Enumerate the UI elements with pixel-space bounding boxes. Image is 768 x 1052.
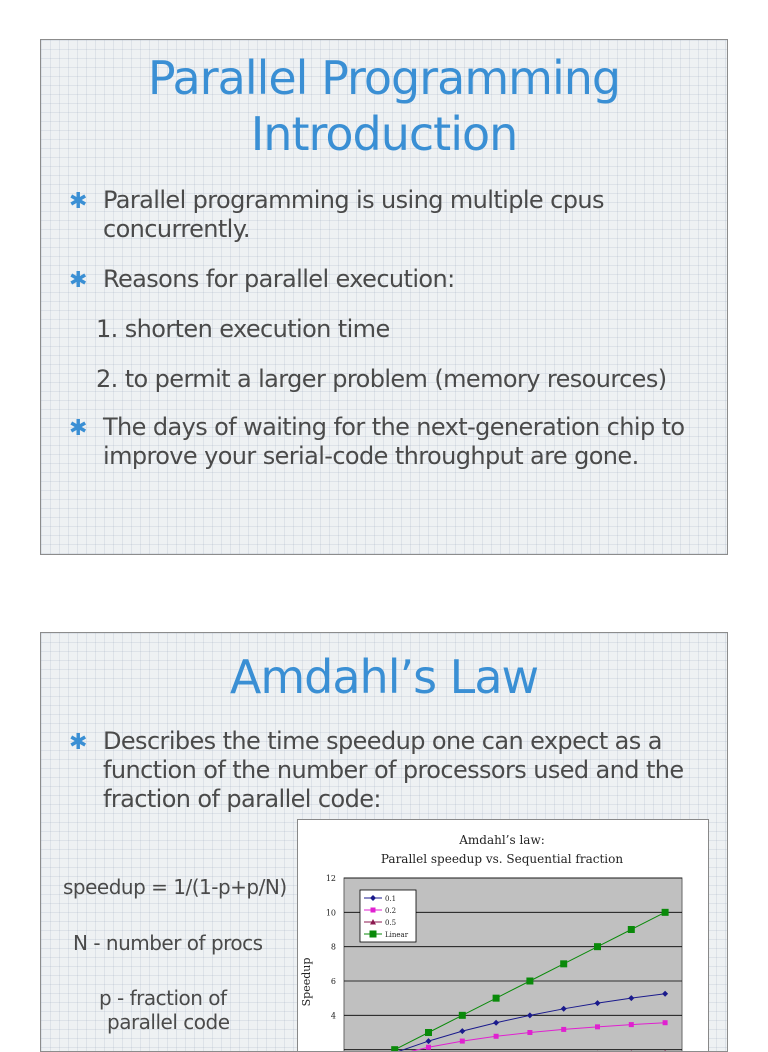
tick-layer [326, 874, 336, 1020]
bullet-item [41, 265, 727, 294]
data-point [629, 1022, 634, 1027]
data-point [371, 908, 376, 913]
data-point [560, 960, 567, 967]
sub-item: 2. to permit a larger problem (memory resources) [41, 365, 727, 394]
bullet-list [41, 186, 727, 471]
data-point [425, 1029, 432, 1036]
data-point [460, 1039, 465, 1044]
data-point [370, 931, 377, 938]
data-point [662, 909, 669, 916]
bullet-text: Parallel programming is using multiple cpus concurrently. [103, 186, 604, 243]
slide-amdahl [40, 632, 728, 1052]
data-point [628, 926, 635, 933]
y-tick-label: 10 [326, 908, 336, 917]
asterisk-bullet-icon: ✱ [69, 266, 87, 295]
bullet-text: The days of waiting for the next-generation chip to improve your serial-code throughput are gone. [103, 413, 685, 470]
data-point [594, 943, 601, 950]
slide-title: Amdahl’s Law [41, 649, 727, 705]
legend-label: 0.2 [385, 907, 396, 915]
data-point [391, 1046, 398, 1052]
p-definition-line-1: p - fraction of [99, 986, 227, 1010]
formula-text: speedup = 1/(1-p+p/N) [63, 875, 287, 899]
title-line-1: Parallel Programming [41, 50, 727, 106]
slide-title [41, 50, 727, 162]
y-tick-label: 12 [326, 874, 336, 883]
bullet-item [41, 186, 727, 244]
data-point [663, 1020, 668, 1025]
amdahl-chart [297, 819, 709, 1052]
data-point [459, 1012, 466, 1019]
sub-item: 1. shorten execution time [41, 315, 727, 344]
slide-intro [40, 39, 728, 555]
chart-svg [298, 820, 708, 1052]
legend [360, 890, 416, 942]
y-axis-label: Speedup [300, 958, 313, 1007]
y-tick-label: 6 [331, 977, 336, 986]
asterisk-bullet-icon: ✱ [69, 728, 87, 757]
data-point [493, 995, 500, 1002]
data-point [426, 1045, 431, 1050]
data-point [561, 1027, 566, 1032]
p-definition-line-2: parallel code [107, 1010, 230, 1034]
chart-title: Amdahl’s law: [458, 833, 545, 847]
bullet-text: Reasons for parallel execution: [103, 265, 455, 293]
n-definition: N - number of procs [73, 931, 263, 955]
data-point [494, 1034, 499, 1039]
bullet-item [41, 727, 727, 814]
bullet-list [41, 727, 727, 814]
asterisk-bullet-icon: ✱ [69, 187, 87, 216]
legend-label: 0.1 [385, 895, 396, 903]
title-line-2: Introduction [41, 106, 727, 162]
bullet-text: Describes the time speedup one can expect as a function of the number of processors used and the fraction of parallel code: [103, 727, 684, 813]
legend-label: 0.5 [385, 919, 396, 927]
y-tick-label: 4 [331, 1011, 336, 1020]
data-point [527, 1030, 532, 1035]
bullet-item [41, 413, 727, 471]
asterisk-bullet-icon: ✱ [69, 414, 87, 443]
data-point [526, 978, 533, 985]
chart-subtitle: Parallel speedup vs. Sequential fraction [381, 852, 623, 866]
data-point [595, 1024, 600, 1029]
legend-label: Linear [385, 931, 409, 939]
y-tick-label: 8 [331, 943, 336, 952]
